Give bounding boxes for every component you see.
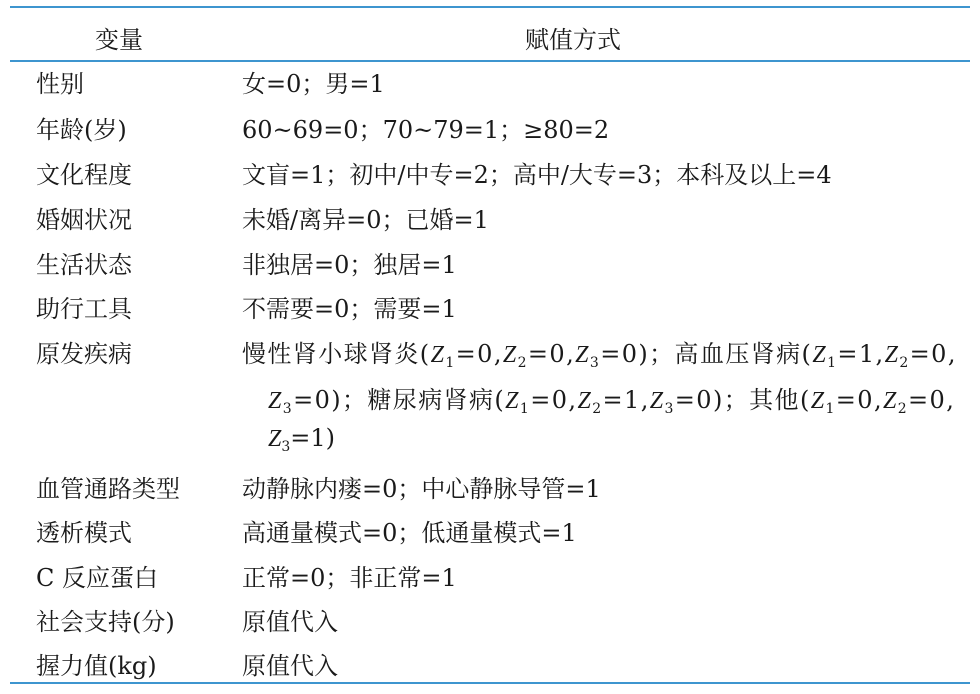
coding-cell: 非独居=0；独居=1 <box>242 251 457 279</box>
coding-cell: 动静脉内瘘=0；中心静脉导管=1 <box>242 475 601 503</box>
variable-cell: 原发疾病 <box>36 340 132 368</box>
coding-cell-line: $Z_3=0$)；糖尿病肾病$(Z_1=0,Z_2=1,Z_3=0)$；其他($Z_1=0,Z_2=0$, <box>268 386 956 417</box>
coding-cell: 女=0；男=1 <box>242 70 385 98</box>
coding-cell: 高通量模式=0；低通量模式=1 <box>242 519 577 547</box>
header-variable: 变量 <box>95 26 143 54</box>
variable-cell: 婚姻状况 <box>36 206 132 234</box>
table-header <box>10 8 970 60</box>
coding-cell: 未婚/离异=0；已婚=1 <box>242 206 489 234</box>
coding-cell: 原值代入 <box>242 608 338 636</box>
variable-cell: 透析模式 <box>36 519 132 547</box>
coding-cell-line: 慢性肾小球肾炎$(Z_1=0,Z_2=0,Z_3=0)$；高血压肾病($Z_1=1,Z_2=0$, <box>242 340 957 371</box>
variable-cell: 文化程度 <box>36 161 132 189</box>
coding-cell: 不需要=0；需要=1 <box>242 295 457 323</box>
variable-cell: 生活状态 <box>36 251 132 279</box>
coding-cell: 正常=0；非正常=1 <box>242 564 457 592</box>
variable-cell: 助行工具 <box>36 295 132 323</box>
variable-cell: 年龄(岁) <box>36 116 127 144</box>
variable-cell: 社会支持(分) <box>36 608 175 636</box>
variable-cell: 性别 <box>36 70 84 98</box>
coding-cell: 60~69=0；70~79=1；≥80=2 <box>242 116 610 144</box>
coding-cell: 文盲=1；初中/中专=2；高中/大专=3；本科及以上=4 <box>242 161 832 189</box>
coding-cell-line: $Z_3=1$) <box>268 424 336 455</box>
variable-cell: 血管通路类型 <box>36 475 180 503</box>
coding-cell: 原值代入 <box>242 652 338 680</box>
table-bottom-rule <box>10 682 970 684</box>
header-coding: 赋值方式 <box>525 26 621 54</box>
variable-cell: C 反应蛋白 <box>36 564 158 592</box>
variable-cell: 握力值(kg) <box>36 652 157 680</box>
table-header-rule <box>10 60 970 62</box>
